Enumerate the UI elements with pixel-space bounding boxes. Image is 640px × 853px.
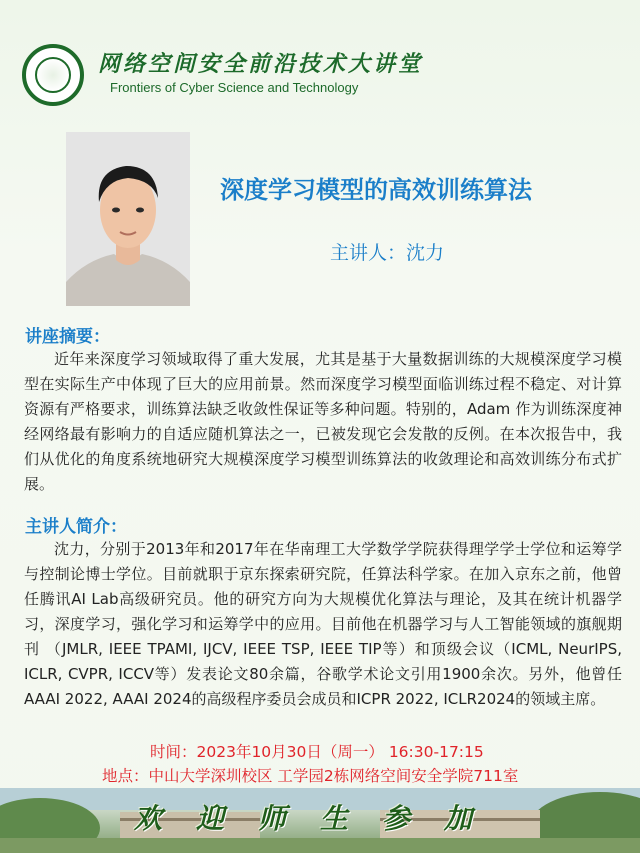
series-title-cn: 网络空间安全前沿技术大讲堂 — [98, 51, 424, 77]
logo-emblem-icon — [35, 57, 71, 93]
talk-title: 深度学习模型的高效训练算法 — [220, 176, 532, 204]
welcome-banner-text: 欢迎师生参加 — [133, 802, 506, 835]
abstract-text: 近年来深度学习领域取得了重大发展，尤其是基于大量数据训练的大规模深度学习模型在实际生产中体现了巨大的应用前景。然而深度学习模型面临训练过程不稳定、对计算资源有严格要求，训练算法缺乏收敛性保证等多种问题。特别的，Adam 作为训练深度神经网络最有影响力的自适应随机算法之一，已被发现它会发散的反例。在本次报告中，我们从优化的角度系统地研究大规模深度学习模型训练算法的收敛理论和高效训练分布式扩展。 — [24, 350, 622, 493]
speaker-name: 主讲人：沈力 — [330, 242, 445, 264]
bio-heading: 主讲人简介： — [25, 517, 127, 537]
series-title-en: Frontiers of Cyber Science and Technology — [110, 80, 359, 95]
speaker-photo — [66, 132, 190, 306]
abstract-heading: 讲座摘要： — [25, 327, 110, 347]
event-time: 时间：2023年10月30日（周一） 16:30-17:15 — [150, 743, 484, 761]
event-location: 地点：中山大学深圳校区 工学园2栋网络空间安全学院711室 — [102, 767, 519, 785]
poster-header — [0, 0, 640, 110]
bio-text: 沈力，分别于2013年和2017年在华南理工大学数学学院获得理学学士学位和运筹学与控制论博士学位。目前就职于京东探索研究院，任算法科学家。在加入京东之前，他曾任腾讯AI Lab高级研究员。他的研究方向为大规模优化算法与理论，及其在统计机器学习，深度学习，强化学习和运筹学中的应用。目前他在机器学习与人工智能领域的旗舰期刊 （JMLR, IEEE TPAMI, IJCV, IEEE TSP, IEEE TIP等）和顶级会议（ICML, NeurIPS, ICLR, CVPR, ICCV等）发表论文80余篇，谷歌学术论文引用1900余次。另外，他曾任AAAI 2022, AAAI 2024的高级程序委员会成员和ICPR 2022, ICLR2024的领域主席。 — [24, 540, 622, 708]
speaker-portrait-icon — [66, 132, 190, 306]
university-logo-icon — [22, 44, 84, 106]
